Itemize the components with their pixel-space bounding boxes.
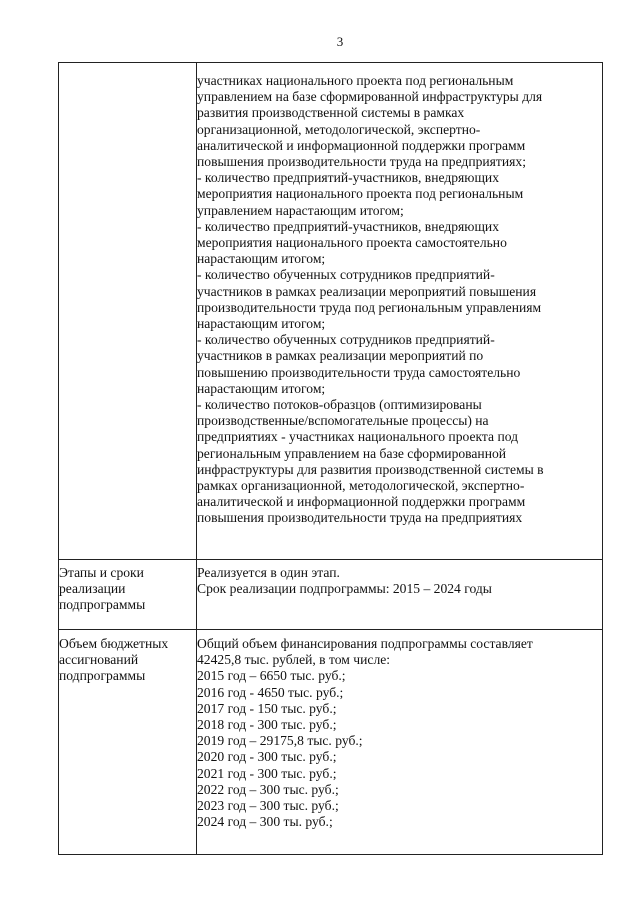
- funding-year-line: 2018 год - 300 тыс. руб.;: [197, 717, 337, 733]
- table-row-stages: [59, 560, 603, 630]
- funding-year-line: 2015 год – 6650 тыс. руб.;: [197, 668, 346, 684]
- funding-year-line: 2017 год - 150 тыс. руб.;: [197, 700, 337, 716]
- text-line: производительности труда под региональным управлениям: [197, 299, 542, 315]
- text-line: инфраструктуры для развития производственной системы в: [197, 461, 544, 477]
- text-line: мероприятия национального проекта самостоятельно: [197, 235, 507, 251]
- label-line: Объем бюджетных: [59, 636, 169, 651]
- row1-label-cell: [59, 63, 197, 560]
- text-line: управлением на базе сформированной инфраструктуры для: [197, 89, 543, 105]
- text-line: мероприятия национального проекта под региональным: [197, 186, 524, 202]
- text-line: предприятиях - участниках национального проекта под: [197, 429, 519, 445]
- funding-year-line: 2021 год - 300 тыс. руб.;: [197, 765, 337, 781]
- text-line: Срок реализации подпрограммы: 2015 – 2024 годы: [197, 581, 492, 597]
- text-line: участников в рамках реализации мероприятий по: [197, 348, 484, 364]
- funding-year-line: 2024 год – 300 ты. руб.;: [197, 814, 333, 830]
- text-line: участников в рамках реализации мероприятий повышения: [197, 283, 537, 299]
- text-line: нарастающим итогом;: [197, 316, 326, 332]
- row3-content-cell: [197, 630, 603, 855]
- funding-year-line: 2020 год - 300 тыс. руб.;: [197, 749, 337, 765]
- label-line: подпрограммы: [59, 597, 146, 613]
- table-row-budget: [59, 630, 603, 855]
- text-line: аналитической и информационной поддержки программ: [197, 494, 526, 510]
- text-line: - количество обученных сотрудников предприятий-: [197, 332, 495, 348]
- text-line: нарастающим итогом;: [197, 251, 326, 267]
- text-line: участниках национального проекта под региональным: [197, 73, 514, 88]
- text-line: - количество предприятий-участников, внедряющих: [197, 170, 500, 186]
- text-line: нарастающим итогом;: [197, 380, 326, 396]
- row1-content-cell: [197, 63, 603, 560]
- label-line: ассигнований: [59, 652, 139, 668]
- funding-year-line: 2023 год – 300 тыс. руб.;: [197, 798, 339, 814]
- text-line: управлением нарастающим итогом;: [197, 202, 404, 218]
- text-line: - количество предприятий-участников, внедряющих: [197, 218, 500, 234]
- page-number: 3: [336, 34, 344, 49]
- text-line: производственные/вспомогательные процессы) на: [197, 413, 489, 429]
- row2-content-cell: [197, 560, 603, 630]
- label-line: Этапы и сроки: [59, 565, 144, 580]
- text-line: рамках организационной, методологической, экспертно-: [197, 478, 525, 494]
- row2-label-cell: [59, 560, 197, 630]
- subprogram-passport-table: [58, 62, 603, 855]
- text-line: Общий объем финансирования подпрограммы составляет: [197, 636, 533, 651]
- text-line: - количество обученных сотрудников предприятий-: [197, 267, 495, 283]
- label-line: подпрограммы: [59, 668, 146, 684]
- table-row-indicators: [59, 63, 603, 560]
- text-line: повышения производительности труда на предприятиях;: [197, 154, 526, 170]
- text-line: - количество потоков-образцов (оптимизированы: [197, 397, 482, 413]
- text-line: Реализуется в один этап.: [197, 565, 340, 580]
- funding-year-line: 2016 год - 4650 тыс. руб.;: [197, 684, 344, 700]
- label-line: реализации: [59, 581, 126, 597]
- text-line: развития производственной системы в рамках: [197, 105, 465, 121]
- funding-year-line: 2019 год – 29175,8 тыс. руб.;: [197, 733, 363, 749]
- text-line: повышению производительности труда самостоятельно: [197, 364, 521, 380]
- funding-year-line: 2022 год – 300 тыс. руб.;: [197, 781, 339, 797]
- text-line: повышения производительности труда на предприятиях: [197, 510, 523, 526]
- text-line: 42425,8 тыс. рублей, в том числе:: [197, 652, 391, 668]
- text-line: региональным управлением на базе сформированной: [197, 445, 507, 461]
- text-line: организационной, методологической, экспертно-: [197, 121, 481, 137]
- row3-label-cell: [59, 630, 197, 855]
- text-line: аналитической и информационной поддержки программ: [197, 137, 526, 153]
